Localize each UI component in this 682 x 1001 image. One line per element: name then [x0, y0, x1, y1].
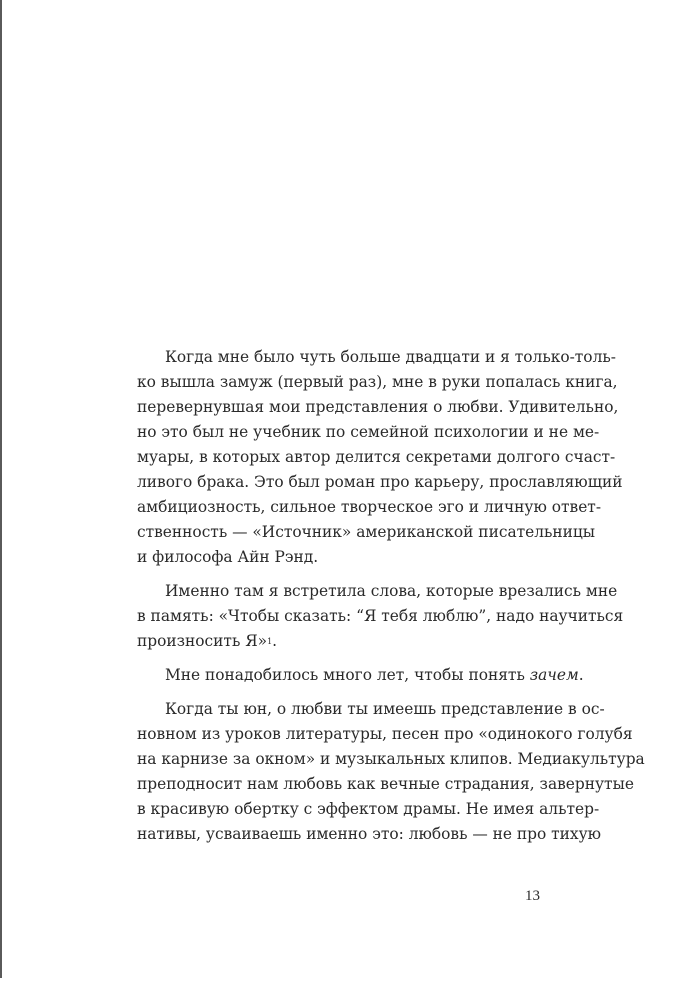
page-number: 13: [525, 888, 540, 904]
text-fragment: произносить Я»: [137, 632, 268, 650]
paragraph-2: [137, 579, 624, 654]
text-line: Когда мне было чуть больше двадцати и я только-толь-: [165, 348, 616, 366]
text-line: в красивую обертку с эффектом драмы. Не имея альтер-: [137, 800, 600, 818]
text-line: [137, 663, 584, 688]
body-text: [137, 345, 645, 847]
paragraph-4: [137, 697, 645, 847]
text-line: [137, 629, 541, 654]
text-line: в память: «Чтобы сказать: “Я тебя люблю”, надо научиться: [137, 607, 624, 625]
paragraph-3: [137, 663, 584, 688]
text-fragment: Мне понадобилось много лет, чтобы понять: [165, 666, 530, 684]
text-line: амбициозность, сильное творческое эго и личную ответ-: [137, 498, 602, 516]
text-line: Именно там я встретила слова, которые врезались мне: [165, 582, 618, 600]
text-line: новном из уроков литературы, песен про «одинокого голубя: [137, 725, 633, 743]
text-line: нативы, усваиваешь именно это: любовь — не про тихую: [137, 825, 602, 843]
text-line: ливого брака. Это был роман про карьеру, прославляющий: [137, 473, 623, 491]
text-fragment: .: [272, 632, 278, 650]
text-line: на карнизе за окном» и музыкальных клипов. Медиакультура: [137, 750, 645, 768]
text-line: и философа Айн Рэнд.: [137, 548, 319, 566]
emphasis-word: зачем: [529, 666, 579, 684]
text-line: муары, в которых автор делится секретами долгого счаст-: [137, 448, 616, 466]
text-line: Когда ты юн, о любви ты имеешь представление в ос-: [165, 700, 605, 718]
text-line: но это был не учебник по семейной психологии и не ме-: [137, 423, 600, 441]
text-line: ственность — «Источник» американской писательницы: [137, 523, 596, 541]
text-line: перевернувшая мои представления о любви. Удивительно,: [137, 398, 619, 416]
text-line: преподносит нам любовь как вечные страдания, завернутые: [137, 775, 634, 793]
page-edge: [0, 0, 2, 978]
text-line: ко вышла замуж (первый раз), мне в руки попалась книга,: [137, 373, 618, 391]
paragraph-1: [137, 345, 623, 570]
text-fragment: .: [578, 666, 584, 684]
footnote-marker[interactable]: 1: [267, 637, 273, 646]
